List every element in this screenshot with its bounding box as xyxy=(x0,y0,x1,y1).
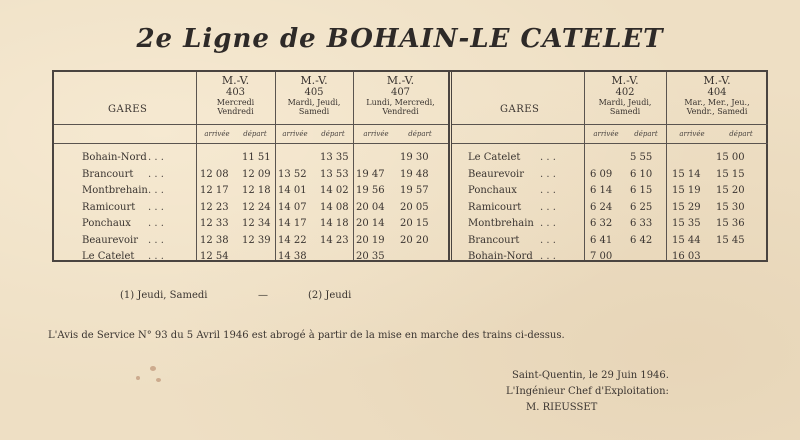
station-name: Ramicourt xyxy=(82,201,136,213)
leader-dots: . . . xyxy=(540,201,556,213)
time-cell: 12 09 xyxy=(242,168,271,180)
train-days: Samedi xyxy=(298,107,330,116)
train-days: Mardi, Jeudi, xyxy=(598,98,652,107)
time-cell: 6 15 xyxy=(630,185,653,196)
arrivee-label: arrivée xyxy=(363,130,389,138)
time-cell: 14 23 xyxy=(320,234,349,246)
train-days: Mercredi xyxy=(216,98,255,107)
time-cell: 6 41 xyxy=(590,234,613,246)
time-cell: 12 33 xyxy=(200,218,229,229)
time-cell: 19 48 xyxy=(400,168,429,180)
time-cell: 20 35 xyxy=(356,251,385,262)
time-cell: 15 14 xyxy=(672,168,701,180)
signature-role: L'Ingénieur Chef d'Exploitation: xyxy=(506,386,669,397)
time-cell: 14 17 xyxy=(278,218,307,229)
time-cell: 19 56 xyxy=(356,185,385,196)
time-cell: 5 55 xyxy=(630,152,653,163)
signature-name: M. RIEUSSET xyxy=(526,402,598,413)
time-cell: 6 10 xyxy=(630,168,653,180)
time-cell: 6 25 xyxy=(630,201,653,213)
train-mv: M.-V. xyxy=(703,74,731,87)
time-cell: 7 00 xyxy=(590,251,613,262)
depart-label: départ xyxy=(634,130,658,138)
time-cell: 12 17 xyxy=(200,185,229,196)
leader-dots: . . . xyxy=(540,234,556,246)
ink-stain xyxy=(136,376,140,380)
time-cell: 12 24 xyxy=(242,201,271,213)
leader-dots: . . . xyxy=(540,218,556,229)
depart-label: départ xyxy=(243,130,267,138)
leader-dots: . . . xyxy=(540,152,556,163)
time-cell: 12 54 xyxy=(200,251,229,262)
train-405-header xyxy=(275,75,353,116)
train-mv: M.-V. xyxy=(300,74,328,87)
ink-stain xyxy=(156,378,161,382)
arrivee-label: arrivée xyxy=(282,130,308,138)
station-name: Brancourt xyxy=(82,168,134,180)
time-cell: 20 14 xyxy=(356,218,385,229)
time-cell: 15 35 xyxy=(672,218,701,229)
time-cell: 14 22 xyxy=(278,234,307,246)
train-days: Vendredi xyxy=(217,107,254,116)
time-cell: 14 01 xyxy=(278,185,307,196)
train-days: Samedi xyxy=(609,107,641,116)
right-gares-label: GARES xyxy=(500,104,540,115)
leader-dots: . . . xyxy=(148,251,164,262)
station-name: Ponchaux xyxy=(82,218,131,229)
station-name: Beaurevoir xyxy=(82,234,139,246)
train-mv: M.-V. xyxy=(386,74,415,87)
time-cell: 6 32 xyxy=(590,218,613,229)
table-row xyxy=(54,200,766,215)
time-cell: 11 51 xyxy=(242,152,271,163)
time-cell: 6 42 xyxy=(630,234,653,246)
leader-dots: . . . xyxy=(148,185,164,196)
depart-label: départ xyxy=(408,130,432,138)
right-header-line xyxy=(452,124,768,125)
page-title xyxy=(0,24,800,54)
train-number: 404 xyxy=(707,87,727,98)
time-cell: 6 14 xyxy=(590,185,613,196)
station-name: Brancourt xyxy=(468,234,520,246)
station-name: Le Catelet xyxy=(82,251,135,262)
footnote-1: (1) Jeudi, Samedi xyxy=(120,290,208,301)
time-cell: 14 07 xyxy=(278,201,307,213)
leader-dots: . . . xyxy=(148,152,164,163)
time-cell: 12 38 xyxy=(200,234,229,246)
table-row xyxy=(54,150,766,165)
train-402-header xyxy=(584,75,666,116)
train-407-header xyxy=(353,75,448,116)
station-name: Bohain-Nord xyxy=(82,152,147,163)
time-cell: 6 33 xyxy=(630,218,653,229)
time-cell: 15 45 xyxy=(716,234,745,246)
station-name: Ponchaux xyxy=(468,185,517,196)
time-cell: 15 44 xyxy=(672,234,701,246)
table-row xyxy=(54,216,766,231)
arrivee-label: arrivée xyxy=(204,130,230,138)
table-row xyxy=(54,233,766,248)
train-403-header xyxy=(196,75,275,116)
train-404-header xyxy=(666,75,768,116)
leader-dots: . . . xyxy=(148,218,164,229)
time-cell: 12 34 xyxy=(242,218,271,229)
ink-stain xyxy=(150,366,156,371)
left-gares-label: GARES xyxy=(108,104,148,115)
time-cell: 6 24 xyxy=(590,201,613,213)
train-number: 405 xyxy=(304,87,324,98)
leader-dots: . . . xyxy=(540,185,556,196)
time-cell: 15 19 xyxy=(672,185,701,196)
leader-dots: . . . xyxy=(148,201,164,213)
train-mv: M.-V. xyxy=(221,74,250,87)
station-name: Beaurevoir xyxy=(468,168,525,180)
time-cell: 12 39 xyxy=(242,234,271,246)
station-name: Bohain-Nord xyxy=(468,251,533,262)
time-cell: 19 30 xyxy=(400,152,429,163)
time-cell: 13 52 xyxy=(278,168,307,180)
time-cell: 14 18 xyxy=(320,218,349,229)
time-cell: 15 36 xyxy=(716,218,745,229)
time-cell: 16 03 xyxy=(672,251,701,262)
depart-label: départ xyxy=(321,130,345,138)
timetable-frame xyxy=(52,70,768,262)
right-subheader-line xyxy=(452,143,768,144)
footnote-2: (2) Jeudi xyxy=(308,290,352,301)
time-cell: 13 35 xyxy=(320,152,349,163)
time-cell: 20 05 xyxy=(400,201,429,213)
leader-dots: . . . xyxy=(148,168,164,180)
time-cell: 12 08 xyxy=(200,168,229,180)
time-cell: 14 08 xyxy=(320,201,349,213)
time-cell: 19 47 xyxy=(356,168,385,180)
train-number: 407 xyxy=(390,87,411,98)
footnote-dash: — xyxy=(258,290,268,301)
arrivee-label: arrivée xyxy=(679,130,705,138)
station-name: Montbrehain xyxy=(468,218,534,229)
arrivee-label: arrivée xyxy=(593,130,619,138)
leader-dots: . . . xyxy=(148,234,164,246)
time-cell: 15 20 xyxy=(716,185,745,196)
time-cell: 20 19 xyxy=(356,234,385,246)
train-mv: M.-V. xyxy=(611,74,639,87)
train-days: Mardi, Jeudi, xyxy=(287,98,341,107)
station-name: Montbrehain xyxy=(82,185,148,196)
time-cell: 15 29 xyxy=(672,201,701,213)
train-days: Vendredi xyxy=(382,107,419,116)
time-cell: 19 57 xyxy=(400,185,429,196)
time-cell: 20 04 xyxy=(356,201,385,213)
signature-place-date: Saint-Quentin, le 29 Juin 1946. xyxy=(512,370,669,381)
table-row xyxy=(54,167,766,182)
time-cell: 14 38 xyxy=(278,251,307,262)
depart-label: départ xyxy=(729,130,753,138)
time-cell: 12 18 xyxy=(242,185,271,196)
title-text: 2e Ligne de BOHAIN-LE CATELET xyxy=(136,24,664,54)
left-subheader-line xyxy=(54,143,448,144)
table-row xyxy=(54,183,766,198)
time-cell: 15 30 xyxy=(716,201,745,213)
time-cell: 15 00 xyxy=(716,152,745,163)
table-row xyxy=(54,249,766,264)
station-name: Ramicourt xyxy=(468,201,522,213)
station-name: Le Catelet xyxy=(468,152,521,163)
train-days: Lundi, Mercredi, xyxy=(366,98,435,107)
train-number: 403 xyxy=(225,87,246,98)
time-cell: 13 53 xyxy=(320,168,349,180)
left-header-line xyxy=(54,124,448,125)
time-cell: 20 15 xyxy=(400,218,429,229)
time-cell: 14 02 xyxy=(320,185,349,196)
train-days: Mar., Mer., Jeu., xyxy=(684,98,750,107)
time-cell: 15 15 xyxy=(716,168,745,180)
leader-dots: . . . xyxy=(540,168,556,180)
time-cell: 20 20 xyxy=(400,234,429,246)
train-days: Vendr., Samedi xyxy=(686,107,748,116)
time-cell: 12 23 xyxy=(200,201,229,213)
service-notice: L'Avis de Service N° 93 du 5 Avril 1946 est abrogé à partir de la mise en marche des trains ci-dessus. xyxy=(48,330,565,341)
time-cell: 6 09 xyxy=(590,168,613,180)
leader-dots: . . . xyxy=(540,251,556,262)
train-number: 402 xyxy=(615,87,635,98)
